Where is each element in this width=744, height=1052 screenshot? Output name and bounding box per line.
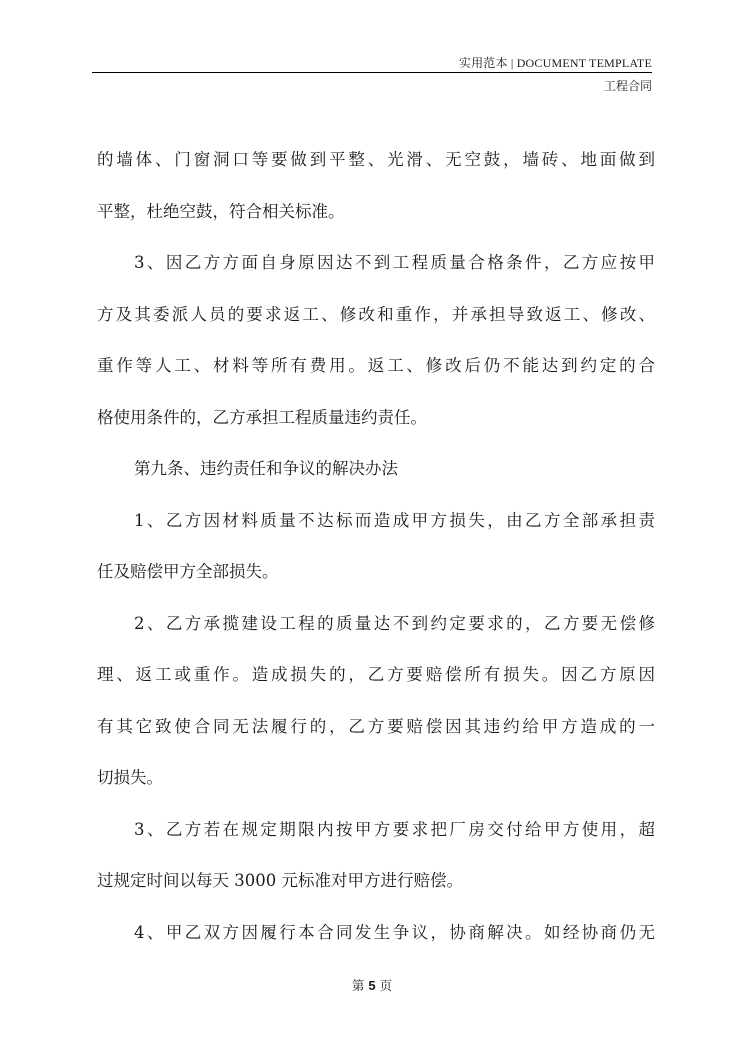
- header-divider: [92, 72, 652, 73]
- body-line: 任及赔偿甲方全部损失。: [97, 562, 279, 581]
- body-line: 格使用条件的，乙方承担工程质量违约责任。: [97, 407, 427, 427]
- page-prefix: 第: [351, 978, 365, 993]
- page-footer: [0, 976, 744, 994]
- body-line: 切损失。: [97, 768, 163, 787]
- section-heading: 第九条、违约责任和争议的解决办法: [134, 459, 398, 478]
- body-line: 重作等人工、材料等所有费用。返工、修改后仍不能达到约定的合: [97, 356, 655, 375]
- body-line: 有其它致使合同无法履行的，乙方要赔偿因其违约给甲方造成的一: [97, 716, 655, 736]
- body-line: 3、因乙方方面自身原因达不到工程质量合格条件，乙方应按甲: [134, 253, 655, 272]
- body-line: 理、返工或重作。造成损失的，乙方要赔偿所有损失。因乙方原因: [97, 665, 655, 684]
- header-subtitle: 工程合同: [603, 79, 652, 93]
- body-line: 3、乙方若在规定期限内按甲方要求把厂房交付给甲方使用，超: [134, 819, 655, 839]
- page-number: 5: [368, 978, 376, 993]
- page-suffix: 页: [379, 978, 393, 993]
- body-line: 平整，杜绝空鼓，符合相关标准。: [97, 201, 345, 221]
- body-line: 4、甲乙双方因履行本合同发生争议，协商解决。如经协商仍无: [134, 922, 655, 942]
- body-line: 2、乙方承揽建设工程的质量达不到约定要求的，乙方要无偿修: [134, 613, 655, 633]
- body-line: 方及其委派人员的要求返工、修改和重作，并承担导致返工、修改、: [97, 304, 655, 324]
- document-body: [97, 134, 655, 958]
- body-line: 过规定时间以每天 3000 元标准对甲方进行赔偿。: [97, 871, 463, 890]
- body-line: 的墙体、门窗洞口等要做到平整、光滑、无空鼓，墙砖、地面做到: [97, 150, 655, 169]
- body-line: 1、乙方因材料质量不达标而造成甲方损失，由乙方全部承担责: [134, 510, 655, 530]
- header-title: 实用范本 | DOCUMENT TEMPLATE: [458, 56, 652, 70]
